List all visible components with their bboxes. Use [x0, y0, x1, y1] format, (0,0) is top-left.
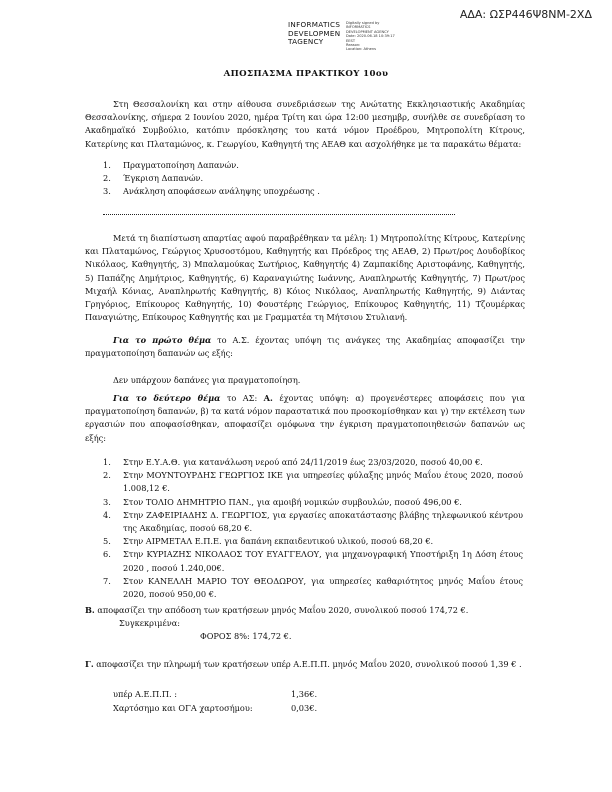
agenda-text: Ανάκληση αποφάσεων ανάληψης υποχρέωσης . [123, 186, 320, 197]
expense-item [103, 509, 523, 535]
expense-text: Στην Ε.Υ.Α.Θ. για κατανάλωση νερού από 24/11/2019 έως 23/03/2020, ποσού 40,00 €. [123, 457, 483, 467]
topic1-lead: Για το πρώτο θέμα [113, 335, 212, 345]
fee-row [113, 703, 317, 713]
expense-text: Στον ΤΟΛΙΟ ΔΗΜΗΤΡΙΟ ΠΑΝ., για αμοιβή νομικών συμβουλών, ποσού 496,00 €. [123, 496, 462, 507]
stamp-detail-line: INFORMATICS [346, 25, 371, 30]
expense-item [103, 469, 523, 495]
expense-num: 3. [103, 496, 111, 507]
fee-row [113, 689, 317, 699]
topic2-text: έχοντας υπόψη: α) προγενέστερες αποφάσεις που για πραγματοποίηση δαπανών, β) τα κατά νόμον παραστατικά που προσκομίσθηκαν και γ) την εκτέλεση των εργασιών που αποφασίσθηκαν, αποφασίζει ομόφωνα την έγκριση πραγματοποιηθεισών δαπανών ως εξής: [85, 393, 525, 443]
section-b-label: Β. [85, 605, 95, 615]
expense-text: Στην ΜΟΥΝΤΟΥΡΔΗΣ ΓΕΩΡΓΙΟΣ ΙΚΕ για υπηρεσίες φύλαξης μηνός Μαΐου έτους 2020, ποσού 1.008,12 €. [123, 470, 523, 494]
expense-num: 7. [103, 575, 111, 586]
fee-value: 1,36€. [291, 689, 318, 699]
expense-num: 5. [103, 536, 111, 547]
stamp-line: INFORMATICS [288, 20, 341, 29]
expense-text: Στην ΑΙΡΜΕΤΑΛ Ε.Π.Ε. για δαπάνη εκπαιδευτικού υλικού, ποσού 68,20 €. [123, 536, 434, 547]
expense-num: 2. [103, 470, 111, 481]
expense-item [103, 535, 523, 548]
stamp-line: DEVELOPMEN [288, 28, 341, 38]
stamp-detail-line: DEVELOPMENT AGENCY [346, 29, 389, 34]
signature-stamp-org [288, 21, 340, 47]
agenda-num: 2. [103, 173, 111, 184]
section-b-sub: Συγκεκριμένα: [119, 618, 180, 628]
section-g-label: Γ. [85, 659, 94, 669]
expense-item [103, 575, 523, 601]
topic2-lead: Για το δεύτερο θέμα [113, 393, 221, 403]
agenda-item [103, 185, 523, 198]
stamp-detail-line: EEST [346, 38, 356, 43]
expense-text: Στην ΖΑΦΕΙΡΙΑΔΗΣ Δ. ΓΕΩΡΓΙΟΣ, για εργασίες αποκατάστασης βλάβης τηλεφωνικού κέντρου της Ακαδημίας, ποσού 68,20 €. [123, 509, 523, 534]
topic2-a-label: Α. [263, 393, 273, 403]
expense-num: 4. [103, 509, 111, 520]
expense-item [103, 456, 523, 469]
stamp-detail-line: Digitally signed by [346, 21, 380, 25]
expense-num: 1. [103, 457, 111, 467]
fee-value: 0,03€. [291, 703, 318, 713]
agenda-list [103, 159, 523, 199]
stamp-line: TAGENCY [288, 37, 324, 47]
fee-label: υπέρ Α.Ε.Π.Π. : [113, 689, 177, 699]
agenda-num: 1. [103, 160, 111, 170]
expense-item [103, 548, 523, 574]
quorum-paragraph: Μετά τη διαπίστωση απαρτίας αφού παραβρέθηκαν τα μέλη: 1) Μητροπολίτης Κίτρους, Κατερίνης και Πλαταμώνος, Γεώργιος Χρυσοστόμου, Καθηγητής και Πρόεδρος της ΑΕΑΘ, 2) Πρωτ/ρος Δουδοβίκος Νικόλαος, Καθηγητής, 3) Μπαλαμούκας Σωτήριος, Καθηγητής 4) Ζαμπακίδης Αριστοφάνης, Καθηγητής, 5) Παπάζης Δημήτριος, Καθηγητής, 6) Καραναγιώτης Ιωάννης, Αναπληρωτής Καθηγητής, 7) Πρωτ/ρος Μιχαήλ Κόνιας, Αναπληρωτής Καθηγητής, 8) Κόιος Νικόλαος, Αναπληρωτής Καθηγητής, 9) Διάντας Γρηγόριος, Επίκουρος Καθηγητής, 10) Φουστέρης Γεώργιος, Επίκουρος Καθηγητής, 11) Τζουμέρκας Παναγιώτης, Επίκουρος Καθηγητής και με Γραμματέα τη Μήτσιου Στυλιανή. [85, 233, 525, 323]
expense-text: Στην ΚΥΡΙΑΖΗΣ ΝΙΚΟΛΑΟΣ ΤΟΥ ΕΥΑΓΓΕΛΟΥ, για μηχανογραφική Υποστήριξη 1η Δόση έτους 2020 , ποσού 1.240,00€. [123, 549, 523, 573]
topic1-paragraph [85, 334, 525, 360]
agenda-text: Έγκριση Δαπανών. [123, 173, 204, 184]
agenda-num: 3. [103, 186, 111, 197]
topic2-paragraph [85, 392, 525, 445]
agenda-item [103, 159, 523, 172]
topic1-none: Δεν υπάρχουν δαπάνες για πραγματοποίηση. [113, 375, 301, 385]
section-b-text: αποφασίζει την απόδοση των κρατήσεων μηνός Μαΐου 2020, συνολικού ποσού 174,72 €. [94, 605, 469, 615]
topic1-text: το Α.Σ. έχοντας υπόψη τις ανάγκες της Ακαδημίας αποφασίζει την πραγματοποίηση δαπανών ως εξής: [85, 335, 525, 359]
expense-num: 6. [103, 549, 111, 560]
stamp-detail-line: Reason: [346, 43, 361, 48]
expense-list [103, 456, 523, 601]
expense-item [103, 496, 523, 509]
expense-text: Στον ΚΑΝΕΛΛΗ ΜΑΡΙΟ ΤΟΥ ΘΕΟΔΩΡΟΥ, για υπηρεσίες καθαριότητος μηνός Μαΐου έτους 2020, ποσού 950,00 €. [123, 575, 523, 600]
agenda-item [103, 172, 523, 185]
dotted-separator [103, 212, 455, 215]
tax-line: ΦΟΡΟΣ 8%: 174,72 €. [200, 631, 292, 641]
section-g [85, 658, 525, 671]
section-g-text: αποφασίζει την πληρωμή των κρατήσεων υπέρ Α.Ε.Π.Π. μηνός Μαΐου 2020, συνολικού ποσού 1,39 € . [93, 659, 522, 669]
ada-code: ΑΔΑ: ΩΣΡ446Ψ8ΝΜ-2ΧΔ [459, 8, 592, 21]
agenda-text: Πραγματοποίηση Δαπανών. [123, 160, 239, 170]
fee-label: Χαρτόσημο και ΟΓΑ χαρτοσήμου: [113, 703, 253, 713]
signature-stamp-details [346, 21, 395, 52]
stamp-detail-line: Location: Athens [346, 47, 376, 52]
topic2-mid: το ΑΣ: [220, 393, 264, 403]
stamp-detail-line: Date: 2020.06.18 10:39:17 [346, 34, 395, 39]
section-b [85, 604, 525, 617]
document-title: ΑΠΟΣΠΑΣΜΑ ΠΡΑΚΤΙΚΟΥ 10ου [223, 69, 389, 79]
intro-paragraph: Στη Θεσσαλονίκη και στην αίθουσα συνεδριάσεων της Ανώτατης Εκκλησιαστικής Ακαδημίας Θεσσαλονίκης, σήμερα 2 Ιουνίου 2020, ημέρα Τρίτη και ώρα 12:00 μεσημβρ, συνήλθε σε συνεδρίαση το Ακαδημαϊκό Συμβούλιο, κατόπιν πρόσκλησης του κατά νόμον Προέδρου, Μητροπολίτη Κίτρους, Κατερίνης και Πλαταμώνος, κ. Γεωργίου, Καθηγητή της ΑΕΑΘ και ασχολήθηκε με τα παρακάτω θέματα: [85, 99, 525, 149]
